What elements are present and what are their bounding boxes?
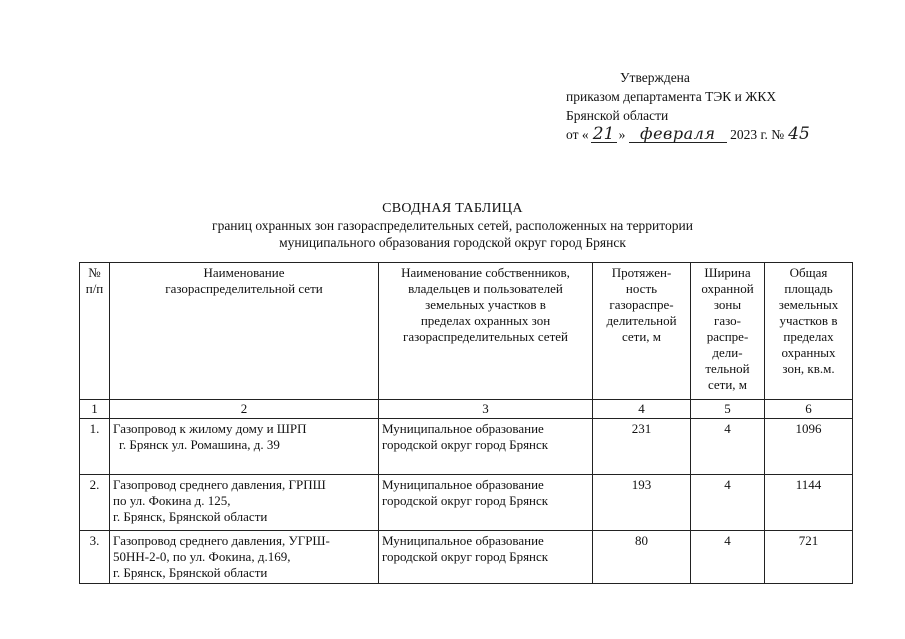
cell-line: городской округ город Брянск	[382, 549, 549, 564]
width-cell: 4	[691, 531, 765, 584]
approval-block	[566, 68, 810, 144]
column-number-cell: 6	[765, 400, 853, 419]
handwritten-day: 21	[591, 126, 617, 143]
column-number-cell: 1	[80, 400, 110, 419]
cell-line: пределах охранных зон	[420, 313, 551, 328]
cell-line: Наименование собственников,	[401, 265, 570, 280]
cell-line: охранной	[701, 281, 754, 296]
owner-cell	[379, 531, 593, 584]
length-cell: 80	[593, 531, 691, 584]
document-subtitle-line-1: границ охранных зон газораспределительных сетей, расположенных на территории	[212, 218, 693, 233]
cell-line: Муниципальное образование	[382, 421, 544, 436]
cell-line: сети, м	[707, 377, 748, 392]
cell-line: земельных участков в	[425, 297, 546, 312]
cell-line: газораспределительной сети	[165, 281, 323, 296]
cell-line: Муниципальное образование	[382, 477, 544, 492]
cell-line: городской округ город Брянск	[382, 493, 549, 508]
cell-line: Муниципальное образование	[382, 533, 544, 548]
cell-line: п/п	[85, 281, 104, 296]
cell-line: участков в	[779, 313, 838, 328]
approval-date-line	[566, 125, 810, 144]
owner-cell	[379, 419, 593, 475]
cell-line: по ул. Фокина д. 125,	[113, 493, 231, 508]
row-number-cell: 3.	[80, 531, 110, 584]
column-number-cell: 3	[379, 400, 593, 419]
table-header-cell	[765, 263, 853, 400]
approval-title: Утверждена	[620, 70, 690, 85]
cell-line: зон, кв.м.	[782, 361, 835, 376]
document-subtitle-line-2: муниципального образования городской округ город Брянск	[279, 235, 626, 250]
cell-line: тельной	[705, 361, 750, 376]
length-cell: 193	[593, 475, 691, 531]
cell-line: Протяжен-	[611, 265, 672, 280]
width-cell: 4	[691, 475, 765, 531]
table-row	[80, 475, 853, 531]
cell-line: владельцев и пользователей	[408, 281, 563, 296]
column-number-cell: 2	[110, 400, 379, 419]
row-number-cell: 1.	[80, 419, 110, 475]
column-number-row	[80, 400, 853, 419]
year-text: 2023 г. №	[730, 127, 785, 142]
row-number-cell: 2.	[80, 475, 110, 531]
cell-line: газораспределительных сетей	[402, 329, 568, 344]
cell-line: пределах	[783, 329, 834, 344]
owner-cell	[379, 475, 593, 531]
table-header-cell	[110, 263, 379, 400]
cell-line: г. Брянск, Брянской области	[113, 565, 268, 580]
network-name-cell	[110, 419, 379, 475]
cell-line: ность	[625, 281, 658, 296]
date-prefix: от «	[566, 127, 589, 142]
cell-line: Газопровод к жилому дому и ШРП	[113, 421, 307, 436]
approval-order-line: приказом департамента ТЭК и ЖКХ	[566, 89, 777, 104]
handwritten-order-number: 45	[788, 124, 810, 144]
cell-line: г. Брянск, Брянской области	[113, 509, 268, 524]
cell-line: делительной	[606, 313, 677, 328]
area-cell: 1096	[765, 419, 853, 475]
document-heading	[0, 200, 905, 251]
table-header-cell	[593, 263, 691, 400]
cell-line: дели-	[712, 345, 743, 360]
cell-line: площадь	[784, 281, 833, 296]
cell-line: Ширина	[704, 265, 751, 280]
cell-line: газо-	[714, 313, 741, 328]
width-cell: 4	[691, 419, 765, 475]
column-number-cell: 5	[691, 400, 765, 419]
table-header-row	[80, 263, 853, 400]
cell-line: распре-	[706, 329, 749, 344]
table-body	[80, 263, 853, 584]
handwritten-month: февраля	[629, 126, 727, 143]
cell-line: земельных	[778, 297, 839, 312]
summary-table	[79, 262, 853, 584]
network-name-cell	[110, 475, 379, 531]
table-header-cell	[379, 263, 593, 400]
date-mid: »	[618, 127, 626, 142]
length-cell: 231	[593, 419, 691, 475]
cell-line: Газопровод среднего давления, ГРПШ	[113, 477, 326, 492]
cell-line: городской округ город Брянск	[382, 437, 549, 452]
cell-line: Газопровод среднего давления, УГРШ-	[113, 533, 330, 548]
cell-line: сети, м	[621, 329, 662, 344]
approval-region-line: Брянской области	[566, 108, 669, 123]
column-number-cell: 4	[593, 400, 691, 419]
cell-line: №	[88, 265, 101, 280]
cell-line: зоны	[713, 297, 742, 312]
area-cell: 1144	[765, 475, 853, 531]
document-title: СВОДНАЯ ТАБЛИЦА	[382, 201, 523, 216]
cell-line: Наименование	[203, 265, 285, 280]
cell-line: 50НН-2-0, по ул. Фокина, д.169,	[113, 549, 291, 564]
cell-line: газораспре-	[609, 297, 674, 312]
cell-line: охранных	[781, 345, 836, 360]
table-row	[80, 419, 853, 475]
table-header-cell	[80, 263, 110, 400]
table-row	[80, 531, 853, 584]
network-name-cell	[110, 531, 379, 584]
cell-line: г. Брянск ул. Ромашина, д. 39	[119, 437, 280, 452]
table-header-cell	[691, 263, 765, 400]
area-cell: 721	[765, 531, 853, 584]
cell-line: Общая	[789, 265, 828, 280]
